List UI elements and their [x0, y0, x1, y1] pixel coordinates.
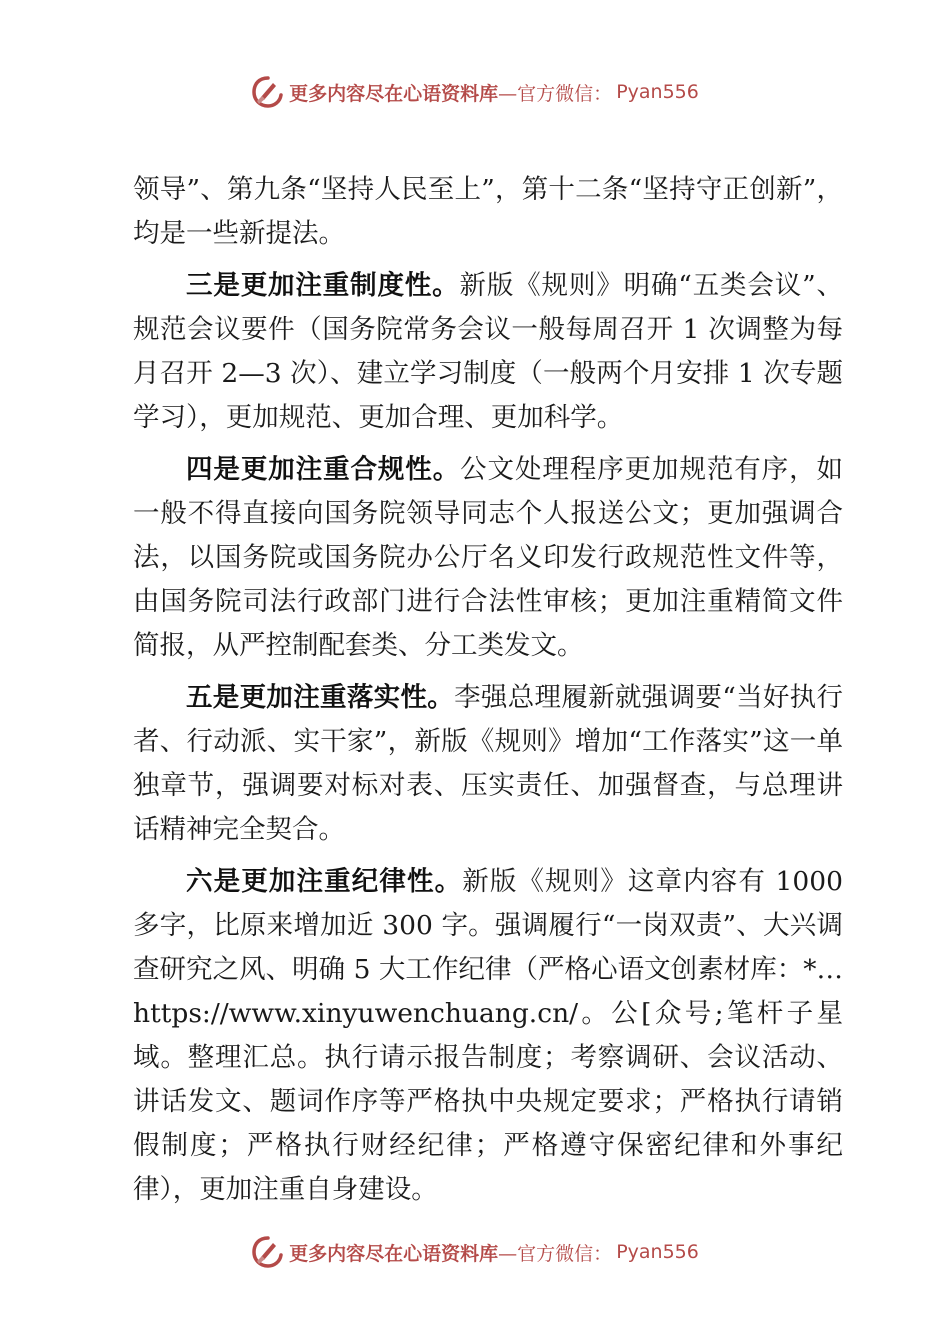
paragraph-5: 六是更加注重纪律性。新版《规则》这章内容有 1000 多字，比原来增加近 300 字。强调履行“一岗双责”、大兴调查研究之风、明确 5 大工作纪律（严格心语文创素材库：*…https://www.xinyuwenchuang.cn/。公[众号;笔杆子星域。整理汇总。执行请示报告制度；考察调研、会议活动、讲话发文、题词作序等严格执中央规定要求；严格执行请销假制度；严格执行财经纪律；严格遵守保密纪律和外事纪律），更加注重自身建设。	[133, 866, 843, 1205]
paragraph-2: 三是更加注重制度性。新版《规则》明确“五类会议”、规范会议要件（国务院常务会议一般每周召开 1 次调整为每月召开 2—3 次）、建立学习制度（一般两个月安排 1 次专题学习），更加规范、更加合理、更加科学。	[133, 270, 843, 433]
paragraph-lead: 三是更加注重制度性。	[186, 270, 460, 301]
paragraph-4: 五是更加注重落实性。李强总理履新就强调要“当好执行者、行动派、实干家”，新版《规则》增加“工作落实”这一单独章节，强调要对标对表、压实责任、加强督查，与总理讲话精神完全契合。	[133, 682, 843, 845]
banner-text: 更多内容尽在心语资料库—官方微信：	[289, 82, 613, 105]
banner-wechat-id: Pyan556	[616, 81, 699, 103]
header-banner	[0, 72, 950, 112]
brush-stroke-logo-icon	[251, 75, 285, 109]
paragraph-3: 四是更加注重合规性。公文处理程序更加规范有序，如一般不得直接向国务院领导同志个人报送公文；更加强调合法，以国务院或国务院办公厅名义印发行政规范性文件等，由国务院司法行政部门进行合法性审核；更加注重精简文件简报，从严控制配套类、分工类发文。	[133, 454, 844, 661]
paragraph-lead: 六是更加注重纪律性。	[186, 866, 463, 897]
brush-stroke-logo-icon	[251, 1235, 285, 1269]
document-body	[133, 168, 843, 1220]
footer-banner	[0, 1232, 950, 1272]
banner-text: 更多内容尽在心语资料库—官方微信：	[289, 1242, 613, 1265]
paragraph-1: 领导”、第九条“坚持人民至上”，第十二条“坚持守正创新”，均是一些新提法。	[133, 174, 843, 249]
paragraph-lead: 四是更加注重合规性。	[186, 454, 461, 485]
banner-wechat-id: Pyan556	[616, 1241, 699, 1263]
paragraph-lead: 五是更加注重落实性。	[186, 682, 455, 713]
